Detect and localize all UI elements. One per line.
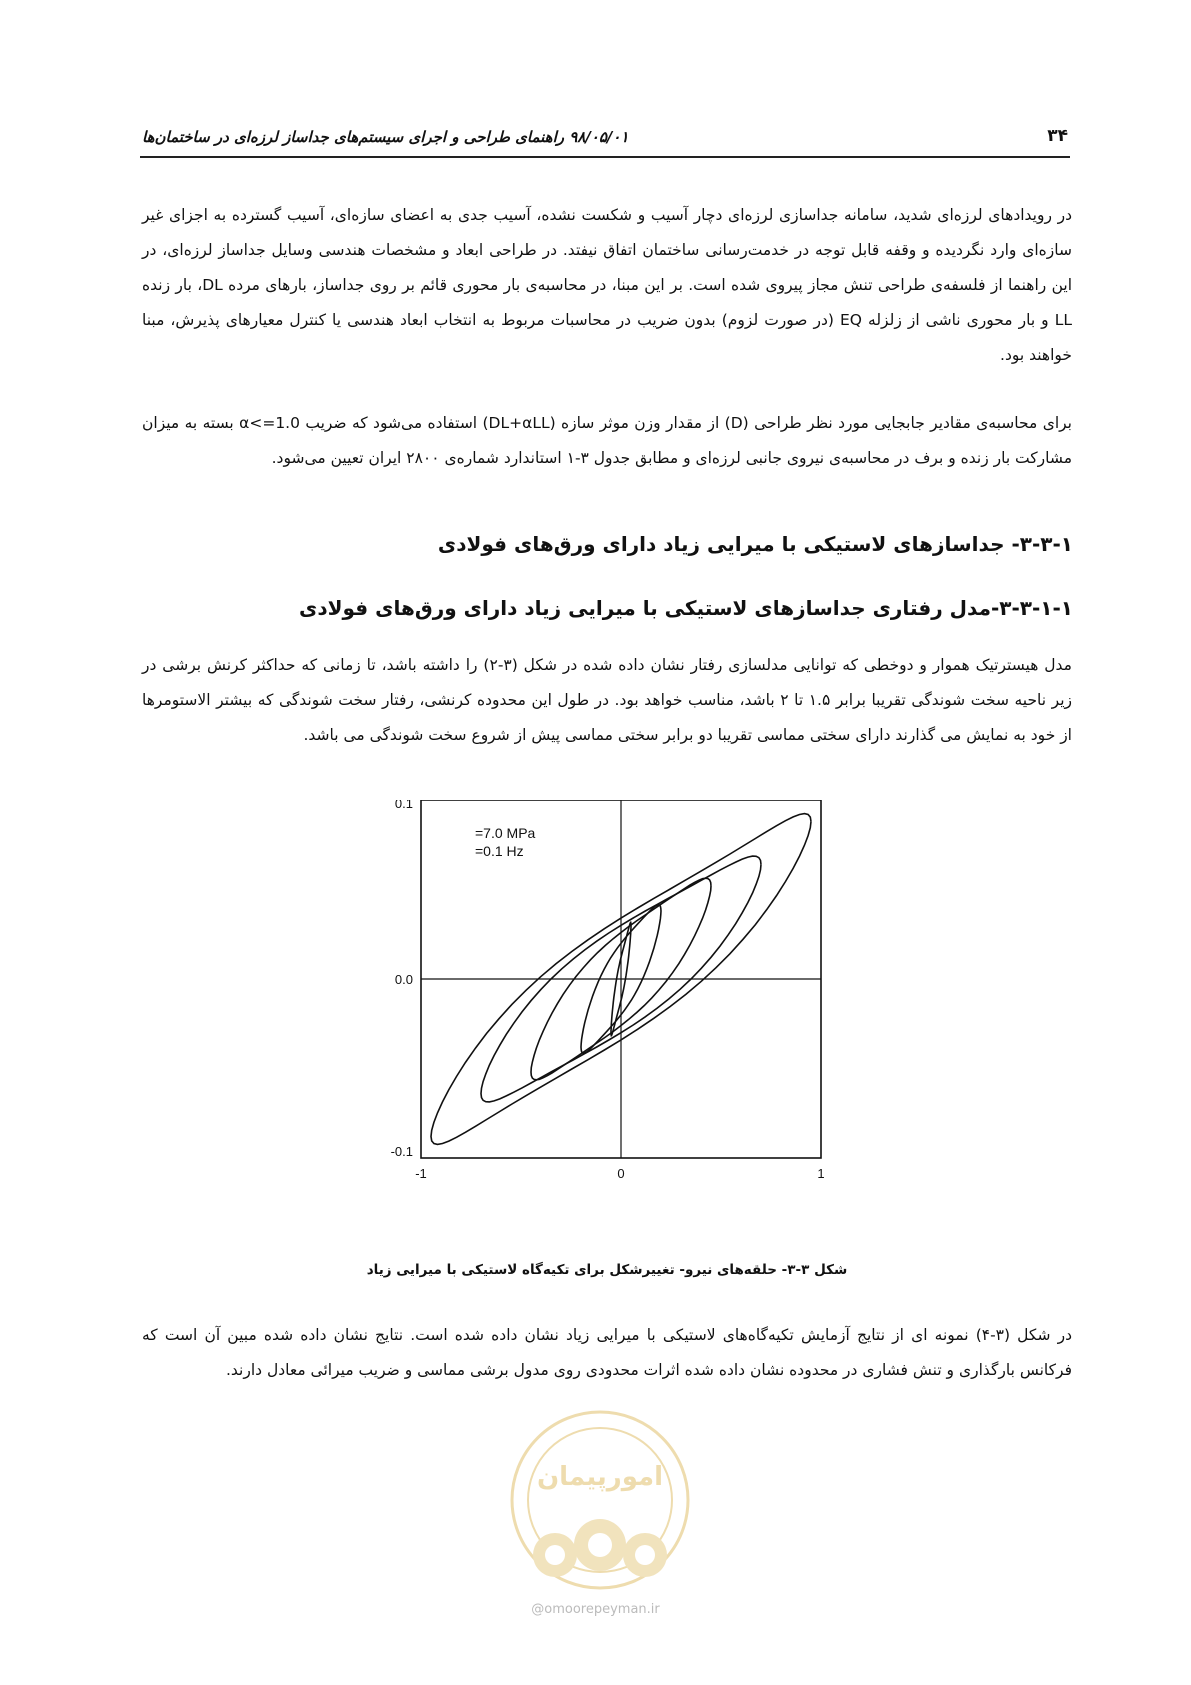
page-header [140, 128, 1070, 158]
figure-caption: شکل ۳-۳- حلقه‌های نیرو- تغییرشکل برای تکیه‌گاه لاستیکی با میرایی زیاد [366, 1262, 848, 1278]
header-title: ۹۸/۰۵/۰۱ راهنمای طراحی و اجرای سیستم‌های جداساز لرزه‌ای در ساختمان‌ها [142, 128, 629, 146]
x-tick-label: -1 [415, 1166, 427, 1181]
paragraph-results [142, 1318, 1072, 1388]
section-heading: ۳-۳-۱- جداسازهای لاستیکی با میرایی زیاد دارای ورق‌های فولادی [437, 532, 1073, 556]
y-tick-label: -0.1 [390, 1144, 413, 1159]
paragraph-weight [142, 406, 1072, 476]
y-tick-label: 0.1 [394, 800, 413, 811]
paragraph-1: در رویدادهای لرزه‌ای شدید، سامانه جداسازی لرزه‌ای دچار آسیب و شکست نشده، آسیب جدی به اعضای سازه‌ای، آسیب گسترده به اجزای غیر سازه‌ای وارد نگردیده و وقفه قابل توجه در خدمت‌رسانی ساختمان اتفاق نیفتد. در طراحی ابعاد و مشخصات هندسی وسایل جداساز لرزه‌ای، در این راهنما از فلسفه‌ی طراحی تنش مجاز پیروی شده است. بر این مبنا، در محاسبه‌ی بار محوری قائم بر روی جداساز، بارهای مرده DL، بار زنده LL و بار محوری ناشی از زلزله EQ (در صورت لزوم) بدون ضریب در محاسبات مربوط به انتخاب ابعاد هندسی یا کنترل معیارهای پذیرش، مبنا خواهند بود. [142, 206, 1072, 364]
legend-line-2: =0.1 Hz [475, 843, 524, 859]
x-tick-label: 0 [617, 1166, 625, 1181]
paragraph-2: برای محاسبه‌ی مقادیر جابجایی مورد نظر طراحی (D) از مقدار وزن موثر سازه (DL+αLL) استفاده می‌شود که ضریب α<=1.0 بسته به میزان مشارکت بار زنده و برف در محاسبه‌ی نیروی جانبی لرزه‌ای و مطابق جدول ۳-۱ استاندارد شماره‌ی ۲۸۰۰ ایران تعیین می‌شود. [142, 414, 1072, 467]
subsection-heading: ۳-۳-۱-۱-مدل رفتاری جداسازهای لاستیکی با میرایی زیاد دارای ورق‌های فولادی [299, 596, 1073, 620]
paragraph-4: در شکل (۳-۴) نمونه ای از نتایج آزمایش تکیه‌گاه‌های لاستیکی با میرایی زیاد نشان داده شده است. نتایج نشان داده شده مبین آن است که فرکانس بارگذاری و تنش فشاری در محدوده نشان داده شده اثرات محدودی روی مدول برشی مماسی و ضریب میرائی معادل دارند. [142, 1326, 1072, 1379]
paragraph-intro [142, 198, 1072, 373]
page-number: ۳۴ [1047, 126, 1068, 146]
legend-line-1: =7.0 MPa [475, 825, 536, 841]
hysteresis-chart [365, 800, 845, 1200]
watermark-logo [500, 1405, 700, 1615]
hysteresis-figure [365, 800, 845, 1200]
paragraph-model [142, 648, 1072, 753]
watermark-brand: امورپیمان [536, 1462, 664, 1492]
watermark-site: @omoorepeyman.ir [531, 1602, 660, 1617]
paragraph-3: مدل هیسترتیک هموار و دوخطی که توانایی مدلسازی رفتار نشان داده شده در شکل (۳-۲) را داشته باشد، تا زمانی که حداکثر کرنش برشی در زیر ناحیه سخت شوندگی تقریبا برابر ۱.۵ تا ۲ باشد، مناسب خواهد بود. در طول این محدوده کرنشی، رفتار سخت شوندگی که بیشتر الاستومرها از خود به نمایش می گذارند دارای سختی مماسی تقریبا دو برابر سختی مماسی پیش از شروع سخت شوندگی می باشد. [142, 656, 1073, 744]
x-tick-label: 1 [817, 1166, 825, 1181]
y-tick-label: 0.0 [394, 972, 413, 987]
gear-seal-icon [500, 1405, 700, 1615]
